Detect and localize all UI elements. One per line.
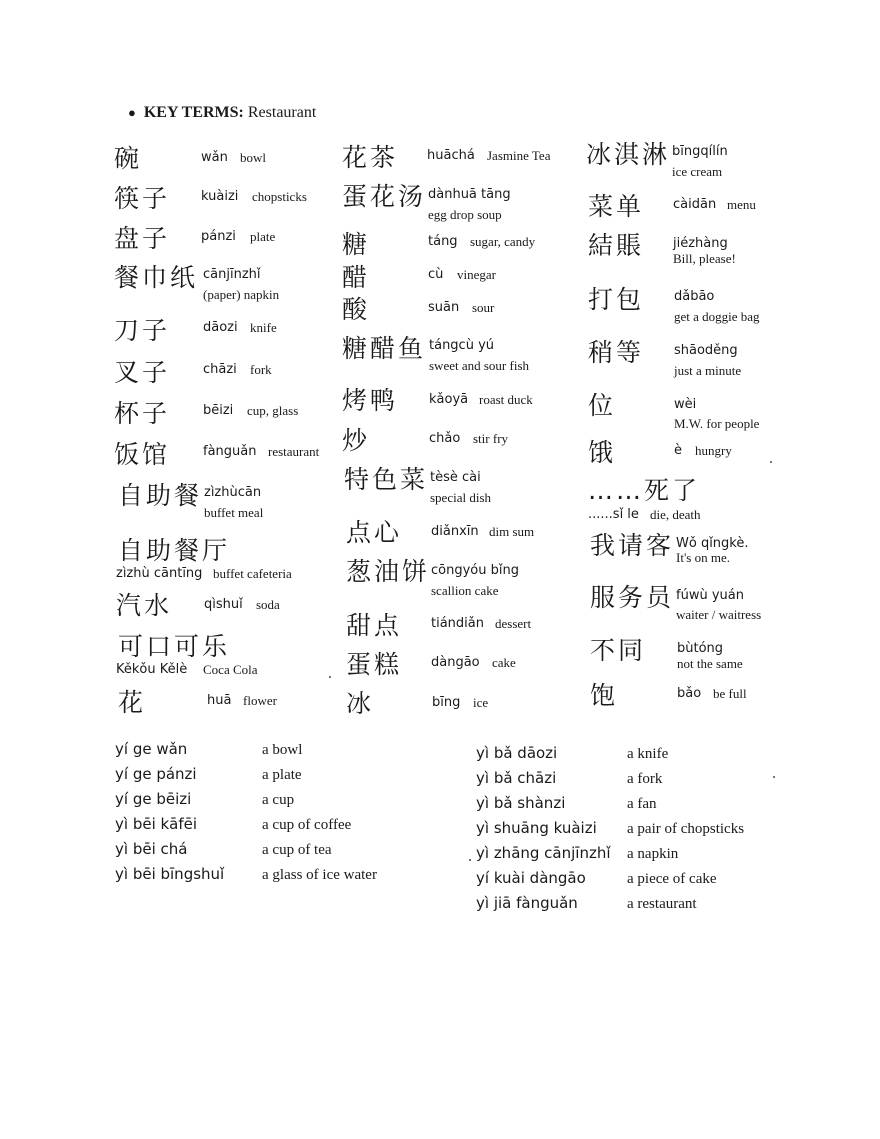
measure-pinyin: yì bēi bīngshuǐ [115, 865, 225, 883]
vocab-pinyin: tángcù yú [429, 338, 495, 353]
vocab-english: be full [713, 686, 747, 701]
vocab-hanzi: 杯子 [114, 399, 171, 428]
vocab-english: Jasmine Tea [487, 148, 551, 163]
vocab-english: (paper) napkin [203, 287, 280, 302]
vocab-hanzi: 甜点 [346, 611, 403, 640]
vocab-hanzi: 筷子 [114, 184, 171, 213]
vocab-pinyin: bēizi [203, 403, 234, 418]
measure-english: a restaurant [627, 896, 697, 912]
measure-pinyin: yì bēi chá [115, 840, 188, 858]
vocab-english: dim sum [489, 524, 535, 539]
vocab-english: menu [727, 197, 756, 212]
vocab-pinyin: wèi [674, 397, 697, 412]
vocab-english: special dish [430, 490, 492, 505]
measure-english: a cup of coffee [262, 817, 352, 833]
measure-english: a glass of ice water [262, 867, 377, 883]
vocab-hanzi: 饭馆 [114, 440, 171, 469]
vocab-english: egg drop soup [428, 207, 502, 222]
vocab-hanzi: 冰 [346, 689, 375, 718]
vocab-english: cup, glass [247, 403, 299, 418]
vocab-hanzi: 冰淇淋 [586, 140, 671, 169]
vocab-hanzi: 不同 [590, 636, 647, 665]
vocab-hanzi: 汽水 [116, 591, 173, 620]
measure-pinyin: yí ge pánzi [115, 765, 197, 783]
vocab-pinyin: kuàizi [201, 189, 239, 204]
vocab-pinyin: bǎo [677, 686, 702, 701]
vocab-pinyin: bīngqílín [672, 144, 728, 159]
measure-pinyin: yì jiā fànguǎn [476, 894, 578, 912]
vocab-pinyin: kǎoyā [429, 392, 469, 407]
vocab-hanzi: 糖 [342, 230, 371, 259]
vocab-hanzi: 結賬 [588, 231, 645, 260]
scan-speck [469, 859, 471, 861]
vocab-english: cake [492, 655, 516, 670]
measure-english: a napkin [627, 846, 679, 862]
vocab-pinyin: zìzhù cāntīng [116, 566, 203, 581]
vocab-hanzi: 烤鸭 [342, 386, 399, 415]
vocab-hanzi: 醋 [342, 263, 371, 292]
vocab-english: chopsticks [252, 189, 307, 204]
vocab-pinyin: suān [428, 300, 460, 315]
vocab-hanzi: 炒 [342, 426, 371, 455]
vocab-hanzi: 特色菜 [344, 465, 429, 494]
vocab-hanzi: 打包 [588, 285, 645, 314]
vocab-pinyin: pánzi [201, 229, 236, 244]
vocab-pinyin: dàngāo [431, 655, 480, 670]
vocab-pinyin: dāozi [203, 320, 238, 335]
vocab-hanzi: 蛋花汤 [342, 182, 427, 211]
vocab-pinyin: diǎnxīn [431, 524, 479, 539]
vocab-english: hungry [695, 443, 732, 458]
measure-pinyin: yì shuāng kuàizi [476, 819, 597, 837]
vocab-hanzi: 碗 [114, 144, 143, 173]
vocab-hanzi: 刀子 [114, 316, 171, 345]
vocab-hanzi: 蛋糕 [346, 650, 403, 679]
vocab-pinyin: Wǒ qǐngkè. [676, 536, 749, 551]
vocab-english: fork [250, 362, 272, 377]
vocab-english: ice cream [672, 164, 723, 179]
vocab-pinyin: zìzhùcān [204, 485, 262, 500]
vocab-english: buffet cafeteria [213, 566, 292, 581]
vocab-english: flower [243, 693, 277, 708]
vocab-hanzi: 花茶 [342, 143, 399, 172]
vocab-pinyin: chǎo [429, 431, 461, 446]
scan-speck [770, 461, 772, 463]
measure-english: a fork [627, 771, 663, 787]
vocab-english: bowl [240, 150, 266, 165]
vocab-hanzi: 点心 [346, 518, 403, 547]
vocab-english: waiter / waitress [676, 607, 762, 622]
vocab-pinyin: cānjīnzhǐ [203, 267, 261, 282]
vocab-pinyin: fúwù yuán [676, 588, 744, 603]
bullet-marker: ● [128, 105, 136, 120]
vocab-pinyin: wǎn [201, 150, 228, 165]
vocab-pinyin: è [674, 443, 682, 458]
vocab-hanzi: ……死了 [588, 476, 701, 505]
vocab-english: ice [473, 695, 489, 710]
vocab-pinyin: huāchá [427, 148, 475, 163]
measure-pinyin: yì bǎ shànzi [476, 794, 566, 812]
vocab-pinyin: dànhuā tāng [428, 187, 511, 202]
scan-speck [773, 776, 775, 778]
measure-pinyin: yí ge bēizi [115, 790, 192, 808]
vocab-english: Bill, please! [673, 251, 736, 266]
vocab-english: soda [256, 597, 280, 612]
measure-pinyin: yí kuài dàngāo [476, 869, 586, 887]
measure-english: a pair of chopsticks [627, 821, 745, 837]
key-terms-label: KEY TERMS: [143, 104, 244, 121]
vocab-hanzi: 自助餐 [118, 481, 203, 510]
vocab-hanzi: 饱 [590, 681, 619, 710]
vocab-hanzi: 餐巾纸 [114, 263, 199, 292]
vocab-pinyin: Kěkǒu Kělè [116, 662, 188, 677]
vocab-english: sweet and sour fish [429, 358, 530, 373]
vocab-hanzi: 糖醋鱼 [342, 334, 427, 363]
vocab-pinyin: shāoděng [674, 343, 738, 358]
vocab-pinyin: qìshuǐ [204, 597, 243, 612]
vocab-pinyin: huā [207, 693, 232, 708]
vocab-english: sugar, candy [470, 234, 536, 249]
scan-speck [329, 676, 331, 678]
vocab-english: stir fry [473, 431, 509, 446]
vocab-pinyin: cù [428, 267, 444, 282]
vocab-pinyin: ......sǐ le [588, 507, 639, 522]
vocab-english: knife [250, 320, 277, 335]
vocab-english: scallion cake [431, 583, 499, 598]
vocab-hanzi: 花 [118, 688, 147, 717]
vocab-pinyin: bīng [432, 695, 461, 710]
measure-pinyin: yì bēi kāfēi [115, 815, 198, 833]
vocab-hanzi: 葱油饼 [346, 557, 431, 586]
vocab-english: vinegar [457, 267, 496, 282]
vocab-pinyin: càidān [673, 197, 717, 212]
vocab-pinyin: tiándiǎn [431, 616, 484, 631]
vocab-english: dessert [495, 616, 532, 631]
measure-pinyin: yì zhāng cānjīnzhǐ [476, 844, 611, 862]
key-terms-topic: Restaurant [247, 104, 317, 121]
key-terms-heading [128, 104, 316, 122]
vocab-english: restaurant [268, 444, 320, 459]
vocab-english: M.W. for people [674, 416, 760, 431]
vocab-pinyin: fànguǎn [203, 444, 257, 459]
vocab-hanzi: 盘子 [114, 224, 171, 253]
vocab-english: roast duck [479, 392, 533, 407]
measure-english: a plate [262, 767, 302, 783]
vocab-pinyin: cōngyóu bǐng [431, 563, 519, 578]
measure-english: a piece of cake [627, 871, 717, 887]
vocab-hanzi: 自助餐厅 [118, 536, 231, 565]
vocab-english: sour [472, 300, 495, 315]
vocab-pinyin: tèsè cài [430, 470, 481, 485]
vocab-english: buffet meal [204, 505, 264, 520]
measure-english: a cup [262, 792, 295, 808]
vocab-pinyin: chāzi [203, 362, 237, 377]
measure-pinyin: yí ge wǎn [115, 740, 188, 758]
vocab-english: not the same [677, 656, 743, 671]
measure-pinyin: yì bǎ dāozi [476, 744, 558, 762]
measure-english: a knife [627, 746, 669, 762]
measure-pinyin: yì bǎ chāzi [476, 769, 557, 787]
vocab-pinyin: dǎbāo [674, 289, 715, 304]
vocab-english: plate [250, 229, 276, 244]
vocab-hanzi: 位 [588, 391, 617, 420]
vocab-hanzi: 可口可乐 [118, 632, 231, 661]
vocab-pinyin: jiézhàng [673, 236, 728, 251]
vocab-english: just a minute [674, 363, 742, 378]
vocab-pinyin: bùtóng [677, 641, 724, 656]
vocab-english: Coca Cola [203, 662, 258, 677]
measure-english: a bowl [262, 742, 303, 758]
vocab-hanzi: 饿 [588, 438, 617, 467]
measure-english: a fan [627, 796, 657, 812]
vocab-english: die, death [650, 507, 701, 522]
vocab-hanzi: 叉子 [114, 358, 171, 387]
vocab-pinyin: táng [428, 234, 458, 249]
vocab-hanzi: 菜单 [588, 192, 645, 221]
vocab-english: It's on me. [676, 550, 730, 565]
vocab-english: get a doggie bag [674, 309, 760, 324]
vocab-hanzi: 我请客 [590, 531, 675, 560]
vocab-hanzi: 服务员 [590, 583, 675, 612]
vocab-hanzi: 酸 [342, 295, 371, 324]
measure-english: a cup of tea [262, 842, 332, 858]
vocab-hanzi: 稍等 [588, 338, 645, 367]
